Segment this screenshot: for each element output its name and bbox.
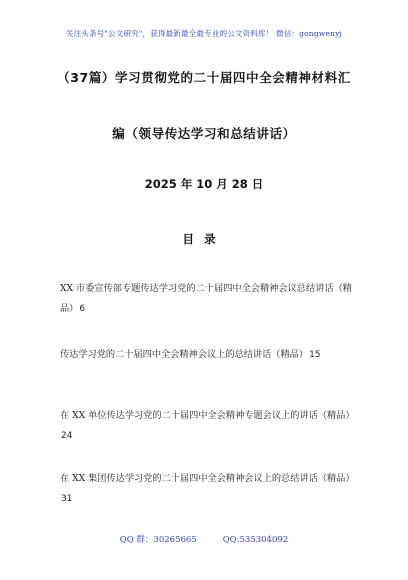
footer-qq: QQ:535304092 bbox=[222, 535, 289, 545]
toc-item[interactable] bbox=[60, 279, 352, 319]
toc-item-page-number: 15 bbox=[309, 350, 321, 360]
toc-item-text: 在 XX 集团传达学习党的二十届四中全会精神会议上的总结讲话（精品） bbox=[60, 473, 355, 484]
document-title-line-1: （37篇）学习贯彻党的二十届四中全会精神材料汇 bbox=[57, 70, 351, 85]
toc-item-page-number: 31 bbox=[61, 494, 73, 504]
toc-item-text: 在 XX 单位传达学习党的二十届四中全会精神专题会议上的讲话（精品） bbox=[60, 410, 355, 421]
document-date: 2025 年 10 月 28 日 bbox=[144, 177, 264, 191]
toc-item[interactable] bbox=[60, 345, 352, 365]
document-title-line-2: 编（领导传达学习和总结讲话） bbox=[112, 126, 296, 141]
header-banner: 关注头条号"公文研究"，获得最新最全最专业的公文资料库！ 微信：gongwenyj bbox=[65, 29, 343, 38]
toc-item-text: XX 市委宣传部专题传达学习党的二十届四中全会精神会议总结讲话（精品） bbox=[60, 283, 352, 314]
toc-item[interactable] bbox=[60, 469, 355, 509]
toc-item-page-number: 24 bbox=[61, 431, 73, 441]
toc-heading: 目录 bbox=[182, 232, 226, 246]
toc-item-page-number: 6 bbox=[79, 304, 86, 314]
toc-item[interactable] bbox=[60, 406, 355, 446]
toc-item-text: 传达学习党的二十届四中全会精神会议上的总结讲话（精品） bbox=[60, 349, 309, 360]
footer-qq-group: QQ 群：30265665 bbox=[119, 535, 197, 545]
footer-contact bbox=[0, 533, 408, 545]
